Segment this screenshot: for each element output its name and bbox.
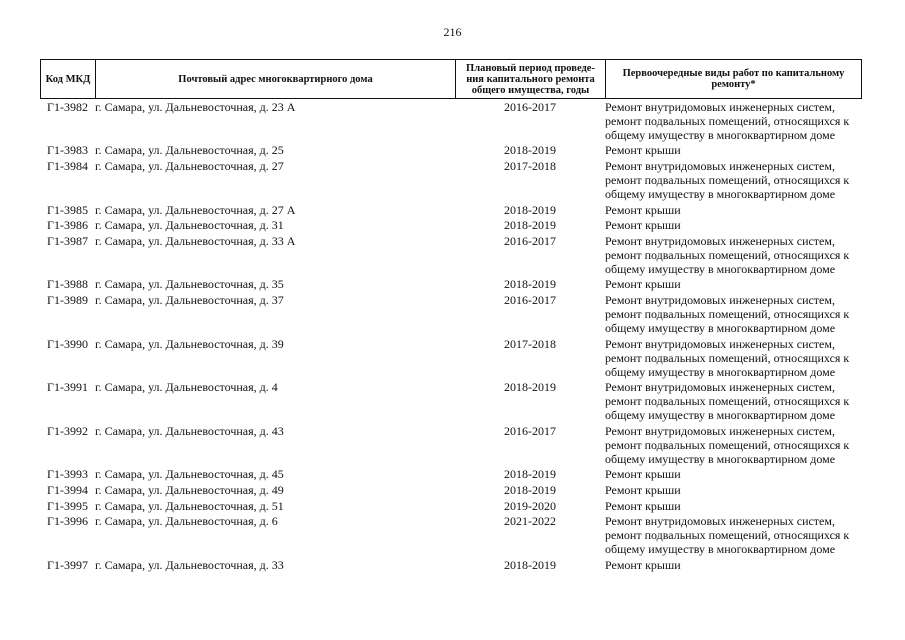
table-row — [40, 482, 862, 498]
cell-code: Г1-3986 — [47, 218, 88, 233]
cell-code: Г1-3996 — [47, 514, 88, 529]
table-row — [40, 423, 862, 467]
cell-address: г. Самара, ул. Дальневосточная, д. 23 А — [95, 99, 296, 114]
capital-repair-table — [40, 59, 862, 573]
cell-period: 2018-2019 — [504, 467, 556, 482]
table-row — [40, 143, 862, 159]
cell-address: г. Самара, ул. Дальневосточная, д. 43 — [95, 423, 284, 438]
cell-address: г. Самара, ул. Дальневосточная, д. 6 — [95, 514, 278, 529]
cell-address: г. Самара, ул. Дальневосточная, д. 37 — [95, 292, 284, 307]
cell-works: Ремонт внутридомовых инженерных систем, ремонт подвальных помещений, относящихся к общему имуществу в многоквартирном доме — [605, 336, 850, 379]
table-header-row — [40, 59, 862, 99]
cell-address: г. Самара, ул. Дальневосточная, д. 49 — [95, 482, 284, 497]
table-header — [40, 59, 862, 99]
cell-period: 2019-2020 — [504, 498, 556, 513]
cell-code: Г1-3982 — [47, 99, 88, 114]
cell-code: Г1-3997 — [47, 557, 88, 572]
cell-address: г. Самара, ул. Дальневосточная, д. 27 — [95, 158, 284, 173]
cell-works: Ремонт внутридомовых инженерных систем, ремонт подвальных помещений, относящихся к общему имуществу в многоквартирном доме — [605, 514, 850, 557]
cell-period: 2016-2017 — [504, 292, 556, 307]
cell-period: 2017-2018 — [504, 158, 556, 173]
cell-code: Г1-3983 — [47, 143, 88, 158]
cell-code: Г1-3994 — [47, 482, 88, 497]
cell-period: 2018-2019 — [504, 557, 556, 572]
cell-address: г. Самара, ул. Дальневосточная, д. 33 А — [95, 233, 296, 248]
header-address: Почтовый адрес многоквартирного дома — [95, 59, 455, 99]
header-works: Первоочередные виды работ по капитальному ремонту* — [605, 59, 862, 99]
cell-works: Ремонт крыши — [605, 143, 681, 158]
header-period: Плановый период проведе- ния капитального ремонта общего имущества, годы — [455, 59, 605, 99]
cell-works: Ремонт крыши — [605, 218, 681, 233]
cell-code: Г1-3992 — [47, 423, 88, 438]
cell-address: г. Самара, ул. Дальневосточная, д. 33 — [95, 557, 284, 572]
cell-works: Ремонт крыши — [605, 277, 681, 292]
header-code: Код МКД — [40, 59, 95, 99]
cell-code: Г1-3984 — [47, 158, 88, 173]
table-row — [40, 467, 862, 483]
cell-code: Г1-3988 — [47, 277, 88, 292]
cell-address: г. Самара, ул. Дальневосточная, д. 31 — [95, 218, 284, 233]
cell-address: г. Самара, ул. Дальневосточная, д. 51 — [95, 498, 284, 513]
cell-period: 2018-2019 — [504, 143, 556, 158]
cell-works: Ремонт внутридомовых инженерных систем, ремонт подвальных помещений, относящихся к общему имуществу в многоквартирном доме — [605, 292, 850, 335]
cell-code: Г1-3987 — [47, 233, 88, 248]
cell-code: Г1-3991 — [47, 380, 88, 395]
cell-works: Ремонт внутридомовых инженерных систем, ремонт подвальных помещений, относящихся к общему имуществу в многоквартирном доме — [605, 158, 850, 201]
cell-works: Ремонт внутридомовых инженерных систем, ремонт подвальных помещений, относящихся к общему имуществу в многоквартирном доме — [605, 380, 850, 423]
cell-address: г. Самара, ул. Дальневосточная, д. 4 — [95, 380, 278, 395]
cell-period: 2016-2017 — [504, 233, 556, 248]
cell-works: Ремонт внутридомовых инженерных систем, ремонт подвальных помещений, относящихся к общему имуществу в многоквартирном доме — [605, 233, 850, 276]
cell-address: г. Самара, ул. Дальневосточная, д. 35 — [95, 277, 284, 292]
cell-period: 2021-2022 — [504, 514, 556, 529]
cell-works: Ремонт крыши — [605, 498, 681, 513]
cell-address: г. Самара, ул. Дальневосточная, д. 27 А — [95, 202, 296, 217]
cell-period: 2018-2019 — [504, 482, 556, 497]
table-row — [40, 379, 862, 423]
cell-code: Г1-3989 — [47, 292, 88, 307]
cell-period: 2018-2019 — [504, 277, 556, 292]
cell-works: Ремонт внутридомовых инженерных систем, ремонт подвальных помещений, относящихся к общему имуществу в многоквартирном доме — [605, 423, 850, 466]
cell-address: г. Самара, ул. Дальневосточная, д. 25 — [95, 143, 284, 158]
cell-code: Г1-3985 — [47, 202, 88, 217]
table-row — [40, 217, 862, 233]
cell-period: 2017-2018 — [504, 336, 556, 351]
table-row — [40, 233, 862, 277]
table-row — [40, 99, 862, 143]
cell-period: 2016-2017 — [504, 99, 556, 114]
cell-code: Г1-3993 — [47, 467, 88, 482]
cell-address: г. Самара, ул. Дальневосточная, д. 39 — [95, 336, 284, 351]
table-row — [40, 498, 862, 514]
table-row — [40, 557, 862, 573]
cell-period: 2018-2019 — [504, 218, 556, 233]
table-row — [40, 336, 862, 380]
cell-period: 2016-2017 — [504, 423, 556, 438]
cell-works: Ремонт крыши — [605, 482, 681, 497]
cell-works: Ремонт крыши — [605, 467, 681, 482]
cell-works: Ремонт крыши — [605, 202, 681, 217]
table-row — [40, 513, 862, 557]
table-body — [40, 99, 862, 573]
cell-works: Ремонт крыши — [605, 557, 681, 572]
table-row — [40, 292, 862, 336]
table-row — [40, 202, 862, 218]
cell-period: 2018-2019 — [504, 202, 556, 217]
page-number: 216 — [443, 25, 462, 39]
cell-works: Ремонт внутридомовых инженерных систем, ремонт подвальных помещений, относящихся к общему имуществу в многоквартирном доме — [605, 99, 850, 142]
cell-code: Г1-3995 — [47, 498, 88, 513]
cell-code: Г1-3990 — [47, 336, 88, 351]
cell-address: г. Самара, ул. Дальневосточная, д. 45 — [95, 467, 284, 482]
table-row — [40, 277, 862, 293]
cell-period: 2018-2019 — [504, 380, 556, 395]
table-row — [40, 158, 862, 202]
